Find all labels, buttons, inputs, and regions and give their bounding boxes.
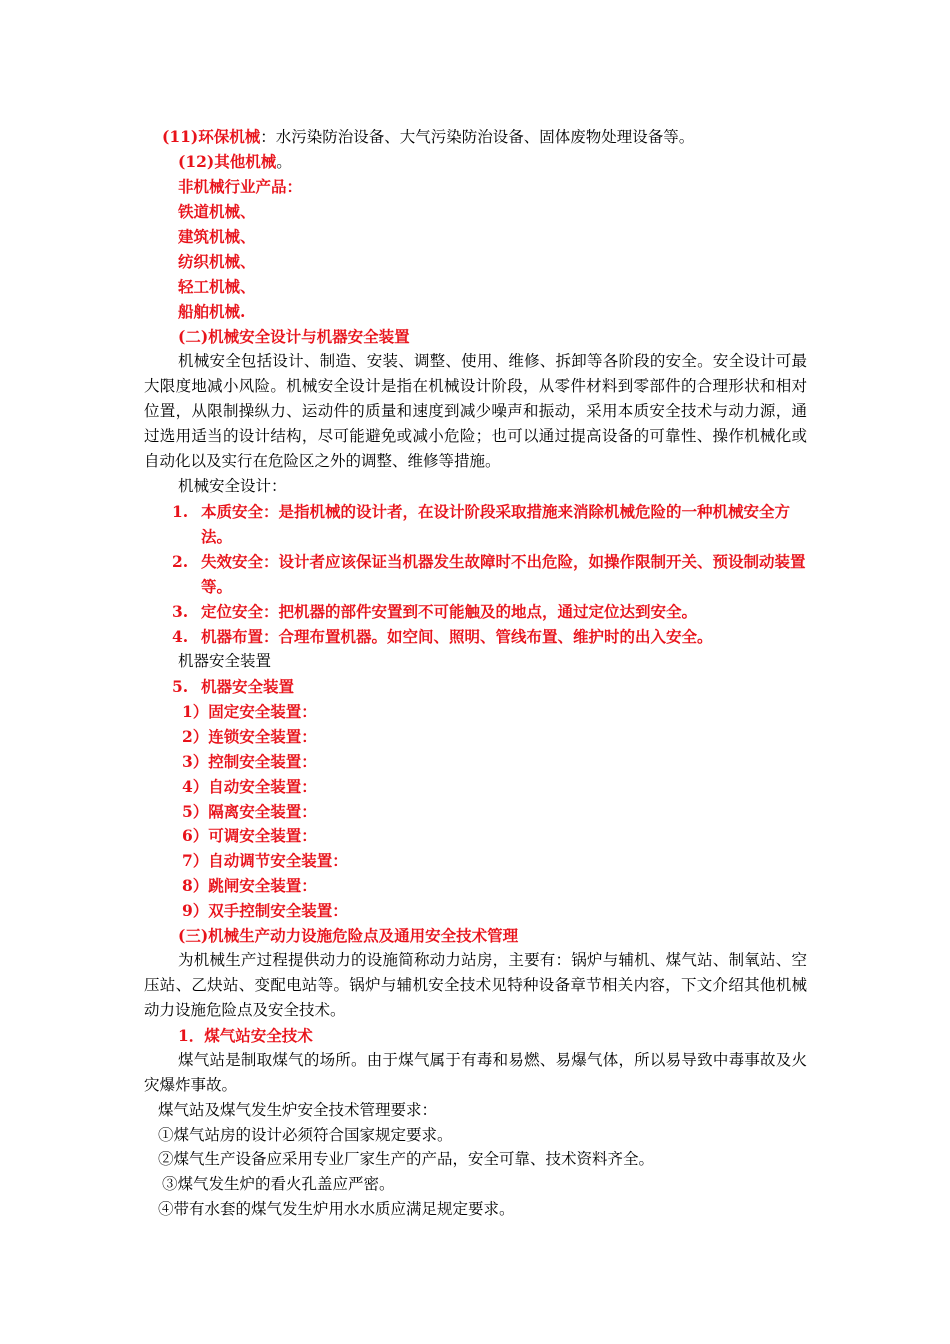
environmental-machinery-label: (11)环保机械 [162, 127, 261, 146]
textile-machinery: 纺织机械、 [178, 252, 256, 271]
design-item-number: 4. [172, 627, 189, 646]
requirements-label: 煤气站及煤气发生炉安全技术管理要求： [158, 1101, 438, 1119]
requirement-item: ①煤气站房的设计必须符合国家规定要求。 [158, 1126, 453, 1144]
construction-machinery: 建筑机械、 [178, 227, 256, 246]
design-item-text: 定位安全：把机器的部件安置到不可能触及的地点，通过定位达到安全。 [201, 602, 698, 621]
design-label: 机械安全设计： [178, 477, 287, 495]
rail-machinery: 铁道机械、 [178, 202, 256, 221]
non-machinery-heading: 非机械行业产品： [178, 177, 303, 196]
design-item-3 [172, 599, 812, 624]
device-item: 8）跳闸安全装置： [182, 876, 317, 895]
design-item-2 [172, 549, 812, 599]
design-item-5 [172, 674, 812, 699]
requirement-item: ③煤气发生炉的看火孔盖应严密。 [162, 1175, 395, 1193]
line-environmental-machinery [162, 124, 694, 150]
environmental-machinery-desc: ：水污染防治设备、大气污染防治设备、固体废物处理设备等。 [260, 128, 695, 146]
device-item: 9）双手控制安全装置： [182, 901, 348, 920]
other-machinery-period: 。 [276, 153, 292, 171]
section3-heading: (三)机械生产动力设施危险点及通用安全技术管理 [178, 926, 519, 945]
design-item-number: 5. [172, 677, 189, 696]
requirement-item: ②煤气生产设备应采用专业厂家生产的产品，安全可靠、技术资料齐全。 [158, 1150, 655, 1168]
device-item: 6）可调安全装置： [182, 826, 317, 845]
device-item: 2）连锁安全装置： [182, 727, 317, 746]
device-item: 1）固定安全装置： [182, 702, 317, 721]
design-item-number: 2. [172, 552, 189, 571]
gas-station-heading: 1．煤气站安全技术 [178, 1026, 313, 1045]
design-item-number: 1. [172, 502, 189, 521]
design-item-4 [172, 624, 812, 649]
gas-station-intro: 煤气站是制取煤气的场所。由于煤气属于有毒和易燃、易爆气体，所以易导致中毒事故及火灾爆炸事故。 [144, 1051, 807, 1094]
design-item-1 [172, 499, 812, 549]
design-item-text: 失效安全：设计者应该保证当机器发生故障时不出危险，如操作限制开关、预设制动装置等。 [201, 552, 806, 596]
ship-machinery: 船舶机械. [178, 302, 246, 321]
requirement-item: ④带有水套的煤气发生炉用水水质应满足规定要求。 [158, 1200, 515, 1218]
section3-intro-paragraph: 为机械生产过程提供动力的设施简称动力站房，主要有：锅炉与辅机、煤气站、制氧站、空压站、乙炔站、变配电站等。锅炉与辅机安全技术见特种设备章节相关内容，下文介绍其他机械动力设施危险点及安全技术。 [144, 951, 807, 1019]
light-industry-machinery: 轻工机械、 [178, 277, 256, 296]
device-item: 7）自动调节安全装置： [182, 851, 348, 870]
device-item: 4）自动安全装置： [182, 777, 317, 796]
design-item-text: 本质安全：是指机械的设计者，在设计阶段采取措施来消除机械危险的一种机械安全方法。 [201, 502, 791, 546]
line-other-machinery [178, 149, 292, 175]
design-item-text: 机器布置：合理布置机器。如空间、照明、管线布置、维护时的出入安全。 [201, 627, 713, 646]
device-label: 机器安全装置 [178, 652, 272, 670]
section2-intro-paragraph: 机械安全包括设计、制造、安装、调整、使用、维修、拆卸等各阶段的安全。安全设计可最大限度地减小风险。机械安全设计是指在机械设计阶段，从零件材料到零部件的合理形状和相对位置，从限制操纵力、运动件的质量和速度到减少噪声和振动，采用本质安全技术与动力源，通过选用适当的设计结构，尽可能避免或减小危险；也可以通过提高设备的可靠性、操作机械化或自动化以及实行在危险区之外的调整、维修等措施。 [144, 352, 807, 470]
section2-heading: (二)机械安全设计与机器安全装置 [178, 327, 410, 346]
design-item-number: 3. [172, 602, 189, 621]
device-item: 3）控制安全装置： [182, 752, 317, 771]
design-item-text: 机器安全装置 [201, 677, 295, 696]
device-item: 5）隔离安全装置： [182, 802, 317, 821]
other-machinery-label: (12)其他机械 [178, 152, 277, 171]
